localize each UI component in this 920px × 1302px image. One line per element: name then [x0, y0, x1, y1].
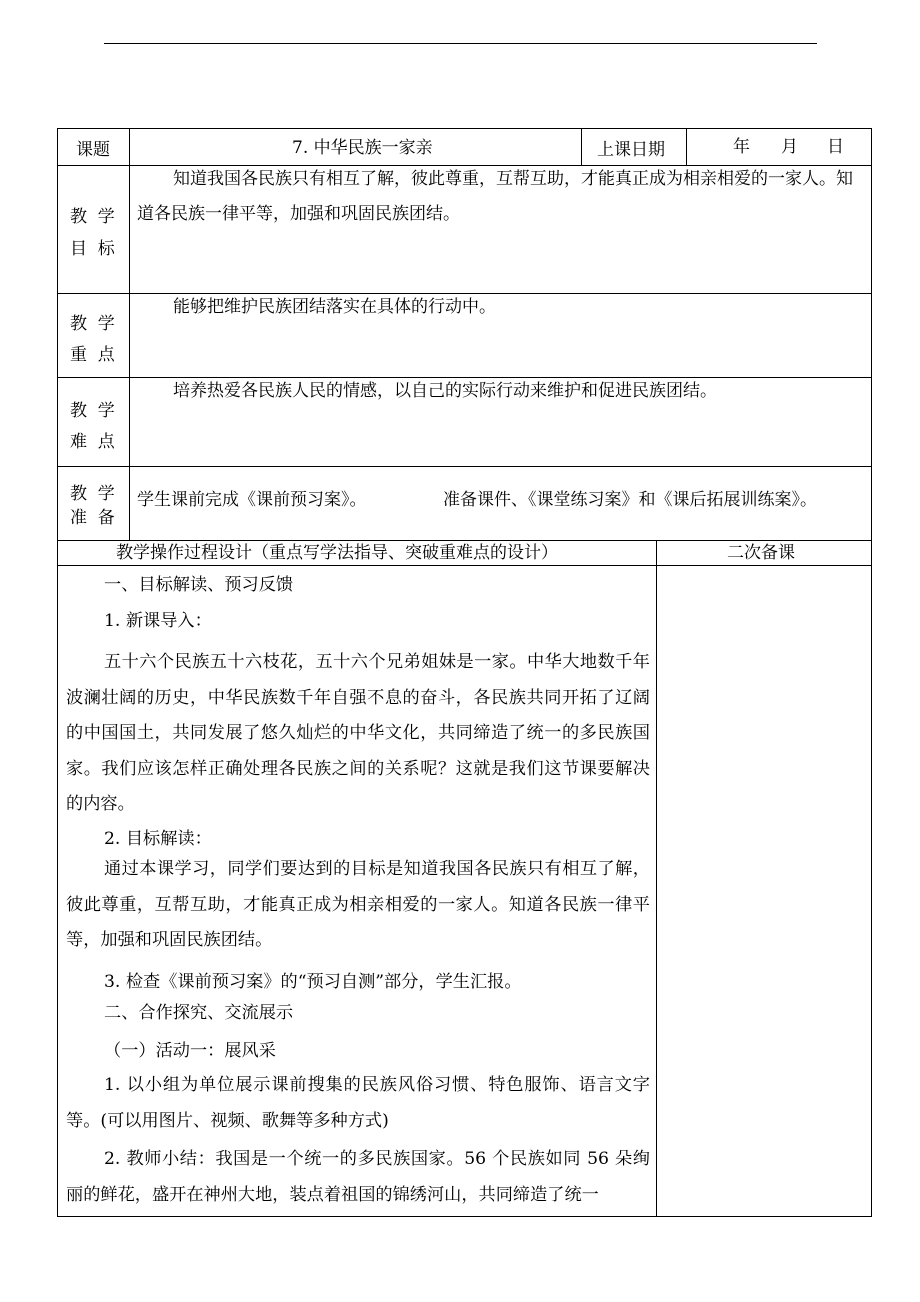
- activity-1-item-1: 1. 以小组为单位展示课前搜集的民族风俗习惯、特色服饰、语言文字等。(可以用图片、视频、歌舞等多种方式): [66, 1075, 650, 1131]
- header-rule: [104, 43, 817, 44]
- prep-label-line-1: 教 学: [70, 484, 115, 504]
- key-label-line-2: 重 点: [70, 345, 115, 365]
- date-day: 日: [827, 137, 844, 157]
- activity-1-item-2: 2. 教师小结：我国是一个统一的多民族国家。56 个民族如同 56 朵绚丽的鲜花，盛开在神州大地，装点着祖国的锦绣河山，共同缔造了统一: [66, 1149, 650, 1205]
- difficulty-text: 培养热爱各民族人民的情感，以自己的实际行动来维护和促进民族团结。: [173, 381, 717, 401]
- section-1-1-text: 五十六个民族五十六枝花，五十六个兄弟姐妹是一家。中华大地数千年波澜壮阔的历史，中华民族数千年自强不息的奋斗，各民族共同开拓了辽阔的中国国土，共同发展了悠久灿烂的中华文化，共同缔造了统一的多民族国家。我们应该怎样正确处理各民族之间的关系呢？这就是我们这节课要解决的内容。: [66, 652, 650, 814]
- goal-label-line-2: 目 标: [70, 239, 115, 259]
- table-border-top: [57, 128, 872, 129]
- date-month: 月: [781, 137, 798, 157]
- row-divider: [57, 293, 872, 294]
- section-1-2-title: 2. 目标解读：: [104, 829, 212, 849]
- section-1-3-text: 3. 检查《课前预习案》的“预习自测”部分，学生汇报。: [104, 972, 522, 992]
- section-1-2-text: 通过本课学习，同学们要达到的目标是知道我国各民族只有相互了解，彼此尊重，互帮互助，才能真正成为相亲相爱的一家人。知道各民族一律平等，加强和巩固民族团结。: [66, 859, 650, 950]
- date-value-divider: [686, 128, 687, 166]
- prep-student-text: 学生课前完成《课前预习案》。: [137, 490, 367, 510]
- key-label-line-1: 教 学: [70, 314, 115, 334]
- prep-label-line-2: 准 备: [70, 508, 115, 528]
- row-divider: [57, 377, 872, 378]
- table-border-left: [57, 128, 58, 1217]
- goal-label-line-1: 教 学: [70, 207, 115, 227]
- topic-label: 课题: [76, 140, 110, 160]
- date-label: 上课日期: [597, 140, 665, 160]
- label-column-divider: [129, 128, 130, 541]
- goal-text: 知道我国各民族只有相互了解，彼此尊重，互帮互助，才能真正成为相亲相爱的一家人。知道各民族一律平等，加强和巩固民族团结。: [137, 169, 853, 224]
- date-year: 年: [733, 137, 750, 157]
- table-border-bottom: [57, 1216, 872, 1217]
- section-1-1-title: 1. 新课导入：: [104, 611, 212, 631]
- row-divider: [57, 540, 872, 541]
- difficulty-label-line-2: 难 点: [70, 432, 115, 452]
- process-header-side: 二次备课: [727, 543, 795, 563]
- section-2-title: 二、合作探究、交流展示: [104, 1003, 294, 1023]
- table-border-right: [871, 128, 872, 1217]
- row-divider: [57, 565, 872, 566]
- activity-1-title: （一）活动一：展风采: [104, 1041, 276, 1061]
- section-1-title: 一、目标解读、预习反馈: [104, 575, 294, 595]
- side-column-divider: [656, 540, 657, 1217]
- key-text: 能够把维护民族团结落实在具体的行动中。: [173, 297, 496, 317]
- date-label-divider: [581, 128, 582, 166]
- topic-value: 7. 中华民族一家亲: [292, 138, 433, 158]
- row-divider: [57, 466, 872, 467]
- prep-teacher-text: 准备课件、《课堂练习案》和《课后拓展训练案》。: [443, 490, 817, 510]
- process-header-main: 教学操作过程设计（重点写学法指导、突破重难点的设计）: [116, 543, 558, 563]
- difficulty-label-line-1: 教 学: [70, 401, 115, 421]
